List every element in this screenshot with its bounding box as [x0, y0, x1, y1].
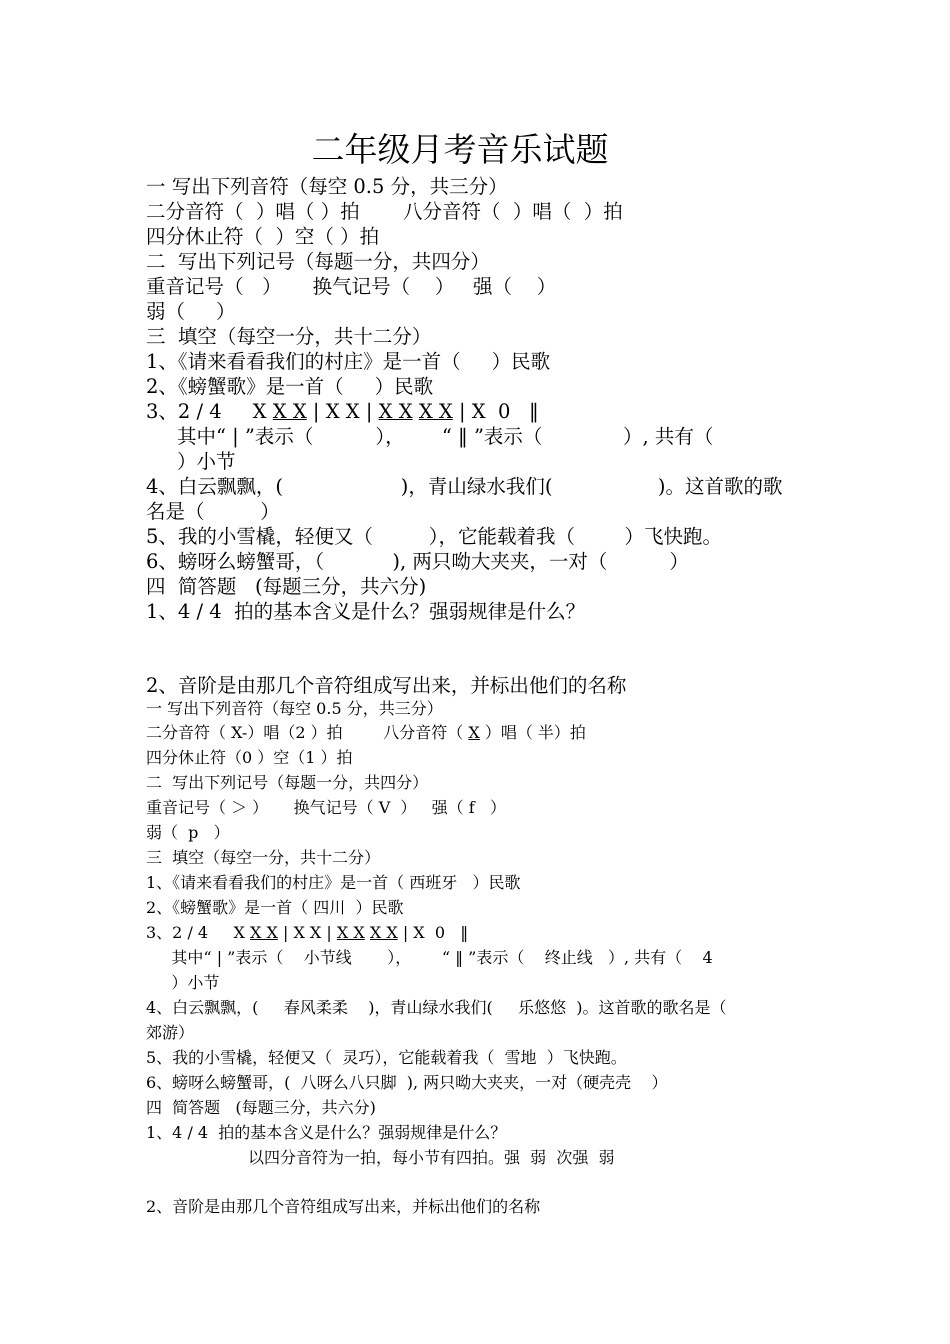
q-section3-item5: 5、我的小雪橇，轻便又（ ），它能载着我（ ）飞快跑。	[146, 525, 723, 548]
a-section1-line1	[146, 722, 586, 744]
q-section3-item4-line1: 4、白云飘飘，( )，青山绿水我们( )。这首歌的歌	[146, 475, 783, 498]
rhythm-eighths-3: X X	[418, 400, 453, 423]
a-section1-line1-post: ）唱（ 半）拍	[479, 723, 586, 742]
a-rhythm-eighths-1: X X	[250, 923, 278, 942]
rhythm-eighths-1: X X	[272, 400, 307, 423]
a-section3-item6: 6、螃呀么螃蟹哥，( 八呀么八只脚 ), 两只呦大夹夹，一对（硬壳壳 ）	[146, 1073, 668, 1092]
a-section3-item3-line2: 其中“ | ”表示（ 小节线 ）， “ ‖ ”表示（ 终止线 ）, 共有（ 4	[146, 948, 713, 967]
q-section3-item2: 2、《螃蟹歌》是一首（ ）民歌	[146, 375, 434, 398]
q-section4-item2: 2、音阶是由那几个音符组成写出来，并标出他们的名称	[146, 674, 627, 697]
a-section3-item5: 5、我的小雪橇，轻便又（ 灵巧），它能载着我（ 雪地 ）飞快跑。	[146, 1048, 627, 1067]
q-section2-heading: 二 写出下列记号（每题一分，共四分）	[146, 250, 490, 273]
a-rhythm-suffix: | X 0 ‖	[397, 923, 469, 942]
a-section2-line2: 弱（ p ）	[146, 823, 230, 842]
a-section3-item2: 2、《螃蟹歌》是一首（ 四川 ）民歌	[146, 898, 404, 917]
a-section3-item3-line3: ）小节	[146, 973, 220, 992]
page-title: 二年级月考音乐试题	[311, 130, 609, 169]
a-section1-line2: 四分休止符（0 ）空（1 ）拍	[146, 748, 353, 767]
a-section4-item1: 1、4 / 4 拍的基本含义是什么？强弱规律是什么？	[146, 1123, 507, 1142]
rhythm-prefix: 3、2 / 4 X	[146, 400, 273, 423]
q-section4-item1: 1、4 / 4 拍的基本含义是什么？强弱规律是什么？	[146, 600, 586, 623]
q-section3-item6: 6、螃呀么螃蟹哥，（ ), 两只呦大夹夹，一对（ ）	[146, 550, 689, 573]
a-section3-item1: 1、《请来看看我们的村庄》是一首（ 西班牙 ）民歌	[146, 873, 521, 892]
a-section3-item3-rhythm	[146, 922, 468, 944]
q-section2-line2: 弱（ ）	[146, 300, 236, 323]
a-section3-item4-line1: 4、白云飘飘，( 春风柔柔 )，青山绿水我们( 乐悠悠 )。这首歌的歌名是（	[146, 998, 727, 1017]
a-section1-heading: 一 写出下列音符（每空 0.5 分，共三分）	[146, 699, 443, 718]
q-section3-item3-line3: ）小节	[146, 450, 236, 473]
a-section4-item2: 2、音阶是由那几个音符组成写出来，并标出他们的名称	[146, 1197, 541, 1216]
q-section3-item1: 1、《请来看看我们的村庄》是一首（ ）民歌	[146, 350, 551, 373]
a-section4-item1-answer: 以四分音符为一拍，每小节有四拍。强 弱 次强 弱	[248, 1148, 615, 1167]
a-section1-line1-pre: 二分音符（ X-）唱（2 ）拍 八分音符（	[146, 723, 469, 742]
a-section3-heading: 三 填空（每空一分，共十二分）	[146, 848, 381, 867]
rhythm-eighths-2: X X	[378, 400, 413, 423]
a-section2-heading: 二 写出下列记号（每题一分，共四分）	[146, 773, 429, 792]
q-section3-item3-rhythm	[146, 399, 539, 424]
a-rhythm-prefix: 3、2 / 4 X	[146, 923, 251, 942]
q-section2-line1: 重音记号（ ） 换气记号（ ） 强（ ）	[146, 275, 557, 298]
q-section3-item3-line2: 其中“ | ”表示（ ）， “ ‖ ”表示（ ）, 共有（	[146, 425, 714, 448]
q-section1-heading: 一 写出下列音符（每空 0.5 分，共三分）	[146, 175, 508, 198]
a-rhythm-mid: | X X |	[277, 923, 337, 942]
a-rhythm-eighths-2: X X	[336, 923, 365, 942]
a-section3-item4-line2: 郊游）	[146, 1023, 195, 1042]
rhythm-mid: | X X |	[306, 400, 379, 423]
q-section3-item4-line2: 名是（ ）	[146, 500, 280, 523]
rhythm-suffix: | X 0 ‖	[452, 400, 539, 423]
q-section4-heading: 四 简答题 (每题三分，共六分)	[146, 575, 427, 598]
a-eighth-note: X	[468, 723, 480, 742]
q-section3-heading: 三 填空（每空一分，共十二分）	[146, 325, 432, 348]
a-section4-heading: 四 简答题 (每题三分，共六分)	[146, 1098, 376, 1117]
a-section2-line1: 重音记号（ ＞ ） 换气记号（ V ） 强（ f ）	[146, 798, 506, 817]
q-section1-line2: 四分休止符（ ）空（ ）拍	[146, 225, 380, 248]
q-section1-line1: 二分音符（ ）唱（ ）拍 八分音符（ ）唱（ ）拍	[146, 200, 623, 223]
a-rhythm-eighths-3: X X	[369, 923, 398, 942]
